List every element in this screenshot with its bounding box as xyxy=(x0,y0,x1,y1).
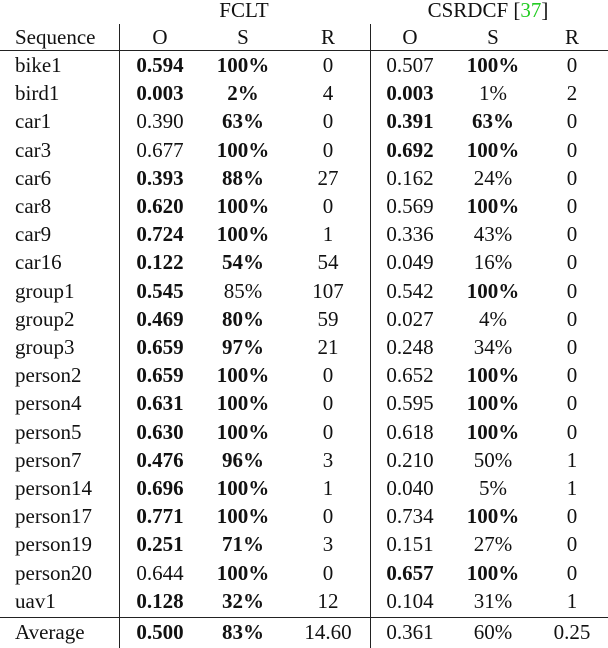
cell-sequence: car1 xyxy=(15,109,52,134)
cell-csrdcf-r: 0 xyxy=(566,391,578,416)
cell-fclt-s: 100% xyxy=(216,476,270,500)
cell-fclt-o: 0.594 xyxy=(136,53,184,77)
cell-fclt-s: 54% xyxy=(222,250,264,275)
cell-fclt-o: 0.251 xyxy=(136,532,184,557)
group-header-fclt xyxy=(219,0,268,23)
cell-csrdcf-r: 1 xyxy=(566,447,578,472)
cell-csrdcf-r: 0 xyxy=(566,335,578,359)
col-header-fclt-s: S xyxy=(237,25,249,49)
cell-fclt-r: 3 xyxy=(322,447,334,472)
cell-csrdcf-r: 0 xyxy=(566,419,578,444)
cell-csrdcf-r: 0 xyxy=(566,560,578,585)
cell-fclt-o: 0.644 xyxy=(136,560,184,585)
cell-fclt-o: 0.630 xyxy=(136,419,184,444)
cell-csrdcf-s: 100% xyxy=(466,363,520,388)
cell-sequence: car6 xyxy=(15,165,52,190)
cell-fclt-r: 0 xyxy=(322,109,334,134)
cell-csrdcf-r: 0 xyxy=(566,137,578,162)
cell-csrdcf-o: 0.734 xyxy=(386,504,434,529)
cell-csrdcf-r: 0 xyxy=(566,194,578,218)
cell-csrdcf-r: 0 xyxy=(566,165,578,190)
cell-sequence: Average xyxy=(15,620,85,644)
cell-fclt-r: 0 xyxy=(322,194,334,218)
cell-sequence: car16 xyxy=(15,250,62,275)
cell-fclt-r: 54 xyxy=(317,250,339,275)
cell-fclt-r: 21 xyxy=(317,335,339,359)
cell-csrdcf-r: 0 xyxy=(566,363,578,388)
cell-sequence: bike1 xyxy=(15,53,62,77)
cell-fclt-o: 0.659 xyxy=(136,363,184,388)
cell-sequence: car8 xyxy=(15,194,52,218)
cell-fclt-s: 96% xyxy=(222,447,264,472)
cell-fclt-o: 0.677 xyxy=(136,137,184,162)
cell-csrdcf-o: 0.104 xyxy=(386,588,434,613)
cell-csrdcf-s: 100% xyxy=(466,560,520,585)
cell-fclt-r: 27 xyxy=(317,165,339,190)
cell-sequence: person19 xyxy=(15,532,92,557)
cell-csrdcf-o: 0.003 xyxy=(386,81,434,106)
cell-fclt-o: 0.724 xyxy=(136,222,184,247)
cell-fclt-o: 0.659 xyxy=(136,335,184,359)
col-header-fclt-r: R xyxy=(320,25,336,49)
cell-csrdcf-s: 63% xyxy=(472,109,514,134)
cell-fclt-o: 0.696 xyxy=(136,476,184,500)
cell-sequence: group1 xyxy=(15,278,75,303)
col-header-csrdcf-o: O xyxy=(402,25,418,49)
cell-sequence: group2 xyxy=(15,306,75,331)
cell-fclt-o: 0.771 xyxy=(136,504,184,529)
cell-fclt-o: 0.631 xyxy=(136,391,184,416)
cell-fclt-r: 1 xyxy=(322,476,334,500)
cell-sequence: car3 xyxy=(15,137,52,162)
cell-csrdcf-o: 0.652 xyxy=(386,363,434,388)
cell-csrdcf-s: 100% xyxy=(466,194,520,218)
cell-csrdcf-o: 0.049 xyxy=(386,250,434,275)
cell-fclt-s: 2% xyxy=(227,81,259,106)
cell-fclt-s: 100% xyxy=(216,504,270,529)
cell-fclt-o: 0.620 xyxy=(136,194,184,218)
cell-csrdcf-s: 24% xyxy=(473,165,513,190)
citation-link[interactable]: 37 xyxy=(520,0,542,22)
cell-fclt-r: 0 xyxy=(322,560,334,585)
cell-csrdcf-o: 0.027 xyxy=(386,306,434,331)
cell-csrdcf-s: 43% xyxy=(473,222,513,247)
cell-sequence: person20 xyxy=(15,560,92,585)
cell-fclt-r: 0 xyxy=(322,363,334,388)
cell-csrdcf-r: 0 xyxy=(566,250,578,275)
col-header-csrdcf-r: R xyxy=(564,25,580,49)
cell-fclt-s: 100% xyxy=(216,53,270,77)
cell-csrdcf-o: 0.336 xyxy=(386,222,434,247)
cell-fclt-s: 100% xyxy=(216,222,270,247)
cell-fclt-o: 0.500 xyxy=(136,620,184,644)
cell-csrdcf-r: 0 xyxy=(566,53,578,77)
cell-fclt-o: 0.122 xyxy=(136,250,184,275)
cell-sequence: bird1 xyxy=(15,81,60,106)
cell-csrdcf-r: 1 xyxy=(566,588,578,613)
cell-fclt-s: 100% xyxy=(216,137,270,162)
cell-csrdcf-o: 0.210 xyxy=(386,447,434,472)
cell-csrdcf-r: 0 xyxy=(566,306,578,331)
cell-csrdcf-s: 27% xyxy=(473,532,513,557)
cell-csrdcf-o: 0.162 xyxy=(386,165,434,190)
cell-fclt-s: 100% xyxy=(216,391,270,416)
cell-fclt-s: 100% xyxy=(216,560,270,585)
cell-csrdcf-r: 2 xyxy=(566,81,578,106)
cell-fclt-s: 100% xyxy=(216,419,270,444)
cell-csrdcf-s: 50% xyxy=(473,447,513,472)
cell-csrdcf-o: 0.569 xyxy=(386,194,434,218)
cell-fclt-r: 0 xyxy=(322,53,334,77)
cell-fclt-r: 0 xyxy=(322,137,334,162)
group-label: FCLT xyxy=(219,0,269,22)
cell-fclt-o: 0.390 xyxy=(136,109,184,134)
cell-csrdcf-r: 0 xyxy=(566,222,578,247)
cell-sequence: person17 xyxy=(15,504,92,529)
vertical-rule-2 xyxy=(370,24,371,648)
cell-fclt-r: 107 xyxy=(312,278,344,303)
cell-csrdcf-s: 16% xyxy=(473,250,513,275)
cell-csrdcf-s: 5% xyxy=(479,476,507,500)
cell-csrdcf-s: 31% xyxy=(473,588,513,613)
cell-csrdcf-o: 0.361 xyxy=(386,620,434,644)
cell-sequence: person14 xyxy=(15,476,92,500)
cell-csrdcf-o: 0.391 xyxy=(386,109,434,134)
cell-fclt-o: 0.469 xyxy=(136,306,184,331)
cell-csrdcf-o: 0.040 xyxy=(386,476,434,500)
cell-csrdcf-s: 100% xyxy=(466,53,520,77)
cell-csrdcf-s: 100% xyxy=(466,504,520,529)
col-header-fclt-o: O xyxy=(152,25,168,49)
cell-csrdcf-r: 0 xyxy=(566,109,578,134)
cell-csrdcf-s: 1% xyxy=(479,81,507,106)
cell-csrdcf-o: 0.618 xyxy=(386,419,434,444)
cell-fclt-r: 59 xyxy=(317,306,339,331)
cell-csrdcf-o: 0.542 xyxy=(386,278,434,303)
cell-fclt-r: 0 xyxy=(322,391,334,416)
cell-fclt-o: 0.393 xyxy=(136,165,184,190)
cell-csrdcf-r: 0 xyxy=(566,532,578,557)
group-label: CSRDCF [ xyxy=(427,0,521,22)
cell-fclt-o: 0.128 xyxy=(136,588,184,613)
cell-csrdcf-o: 0.151 xyxy=(386,532,434,557)
cell-csrdcf-s: 60% xyxy=(473,620,513,644)
cell-fclt-r: 4 xyxy=(322,81,334,106)
cell-csrdcf-r: 1 xyxy=(566,476,578,500)
cell-fclt-s: 83% xyxy=(222,620,264,644)
cell-csrdcf-s: 100% xyxy=(466,278,520,303)
cell-fclt-s: 100% xyxy=(216,363,270,388)
cell-fclt-o: 0.476 xyxy=(136,447,184,472)
cell-fclt-s: 100% xyxy=(216,194,270,218)
cell-fclt-s: 71% xyxy=(222,532,264,557)
cell-csrdcf-r: 0.25 xyxy=(553,620,591,644)
cell-csrdcf-s: 4% xyxy=(479,306,507,331)
cell-sequence: person7 xyxy=(15,447,82,472)
col-header-sequence: Sequence xyxy=(15,25,96,49)
cell-csrdcf-s: 100% xyxy=(466,419,520,444)
cell-fclt-o: 0.545 xyxy=(136,278,184,303)
cell-fclt-r: 12 xyxy=(317,588,339,613)
cell-csrdcf-o: 0.507 xyxy=(386,53,434,77)
cell-csrdcf-s: 100% xyxy=(466,391,520,416)
cell-fclt-r: 3 xyxy=(322,532,334,557)
cell-fclt-s: 32% xyxy=(222,588,264,613)
cell-fclt-r: 0 xyxy=(322,504,334,529)
cell-sequence: group3 xyxy=(15,335,75,359)
cell-fclt-s: 63% xyxy=(222,109,264,134)
group-header-csrdcf xyxy=(428,0,549,23)
vertical-rule-1 xyxy=(119,24,120,648)
cell-csrdcf-r: 0 xyxy=(566,278,578,303)
cell-fclt-r: 14.60 xyxy=(304,620,352,644)
cell-csrdcf-o: 0.692 xyxy=(386,137,434,162)
cell-fclt-s: 88% xyxy=(222,165,264,190)
cell-fclt-r: 0 xyxy=(322,419,334,444)
cell-csrdcf-s: 34% xyxy=(473,335,513,359)
cell-sequence: car9 xyxy=(15,222,52,247)
cell-fclt-o: 0.003 xyxy=(136,81,184,106)
cell-csrdcf-o: 0.248 xyxy=(386,335,434,359)
bracket-close: ] xyxy=(541,0,549,22)
cell-sequence: uav1 xyxy=(15,588,56,613)
cell-sequence: person4 xyxy=(15,391,82,416)
cell-csrdcf-s: 100% xyxy=(466,137,520,162)
cell-sequence: person5 xyxy=(15,419,82,444)
cell-csrdcf-o: 0.595 xyxy=(386,391,434,416)
cell-fclt-s: 80% xyxy=(222,306,264,331)
cell-csrdcf-r: 0 xyxy=(566,504,578,529)
col-header-csrdcf-s: S xyxy=(487,25,499,49)
cell-fclt-s: 97% xyxy=(222,335,264,359)
cell-fclt-r: 1 xyxy=(322,222,334,247)
cell-fclt-s: 85% xyxy=(223,278,263,303)
cell-csrdcf-o: 0.657 xyxy=(386,560,434,585)
cell-sequence: person2 xyxy=(15,363,82,388)
